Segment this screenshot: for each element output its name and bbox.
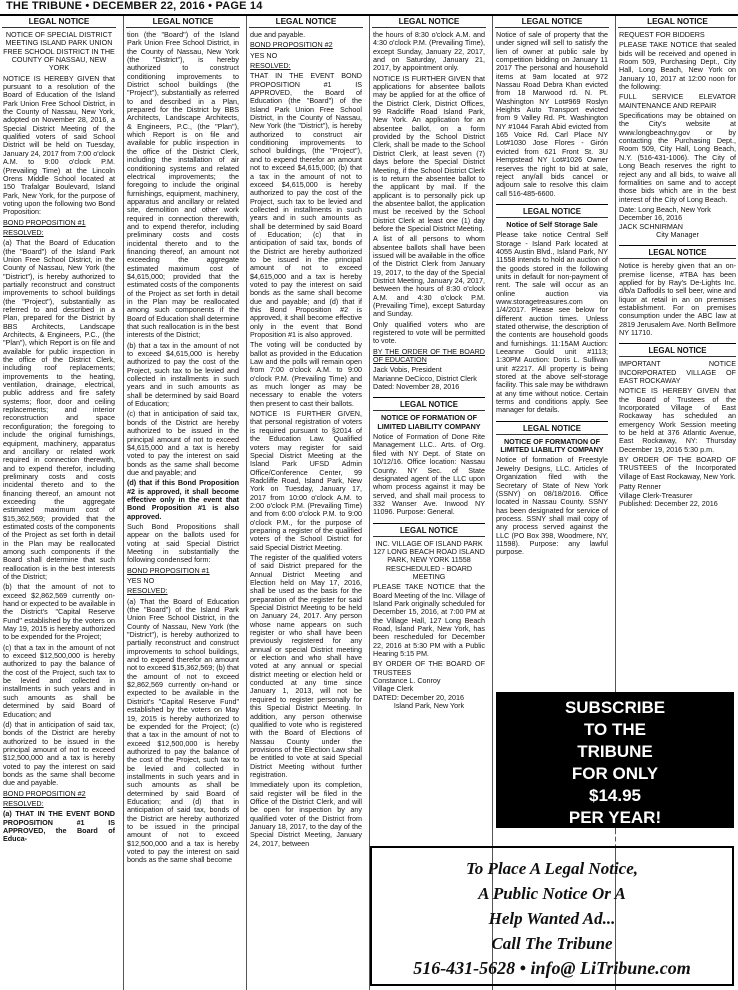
llc-formation-notice — [373, 397, 485, 516]
subscribe-line: TO THE — [583, 720, 647, 739]
notice-paragraph: NOTICE IS HEREBY GIVEN that the Board of Trustees of the Incorporated Village of East Rockaway has scheduled an emergency Work Session meeting to be held at 376 Atlantic Avenue, East Rockaway, NY: Thursday December 19, 2016 5:30 p.m. — [619, 386, 736, 454]
notice-paragraph: Specifications may be obtained on the City's website at www.longbeachny.gov or by contacting the Purchasing Dept., Room 509, City Hall, Long Beach, N.Y. (516-431-1006). The City of Long Beach reserves the right to reject any and all bids, to waive all formalities on same and to accept those bids which are in the best interest of the City of Long Beach. — [619, 111, 736, 204]
notice-paragraph: (b) that a tax in the amount of not to exceed $4,615,000 is hereby authorized to pay the cost of the Project, such tax to be levied and collected in installments in such years and in such amounts as shall be determined by said Board of Education; — [127, 340, 239, 409]
subscribe-phone: CALL 431-5628 — [554, 830, 676, 849]
page-header — [0, 0, 738, 16]
notice-header: LEGAL NOTICE — [619, 248, 736, 259]
notice-title: IMPORTANT NOTICE INCORPORATED VILLAGE OF EAST ROCKAWAY — [619, 359, 736, 386]
self-storage-notice — [496, 204, 608, 415]
notice-title: NOTICE OF SPECIAL DISTRICT MEETING ISLAND PARK UNION FREE SCHOOL DISTRICT IN THE COUNTY OF NASSAU, NEW YORK — [3, 30, 115, 73]
signer-name: Patty Renner — [619, 482, 661, 492]
resolved-label: RESOLVED: — [3, 227, 44, 237]
notice-date: Dated: November 28, 2016 — [373, 382, 460, 392]
resolved-label: RESOLVED: — [127, 586, 168, 596]
proposition-heading: BOND PROPOSITION #2 — [250, 40, 333, 50]
signer-name: JACK SCHNIRMAN — [619, 221, 683, 231]
notice-header: LEGAL NOTICE — [373, 526, 485, 537]
place-ad-line: Call The Tribune — [491, 934, 613, 953]
notice-paragraph: tion (the "Board") of the Island Park Union Free School District, in the County of Nassau, New York (the "District"), is hereby authorized to construct conditioning improvements to District school buildings (the "Project"), substantially as referred to and described in a Plan, prepared for the District by BBS Architects, Landscape Architects, & Engineers, P.C., (the "Plan"), which Report is on file and available for public inspection in the office of the District Clerk, including the installation of air conditioning systems and related electrical improvements; the foregoing to include the original furnishings, equipment, machinery, apparatus and ancillary or related site, demolition and other work required in connection therewith, and to expend therefor, including preliminary costs and costs incidental thereto and to the financing thereof, an amount not exceeding the aggregate estimated maximum cost of $4,615,000; provided that the estimated costs of the components of the Project as set forth in detail in the Plan may be reallocated among such components if the Board of Education shall determine that such reallocation is in the best interests of the District; — [127, 30, 239, 340]
notice-paragraph: Notice of Formation of Done Rite Management LLC.. Arts. of Org. filed with NY Dept. of State on 10/12/16. Office location: Nassau County. NY Sec. of State designated agent of the LLC upon whom process against it may be served, and shall mail process to 332 Wanser Ave. Inwood NY 11096. Purpose: General. — [373, 432, 485, 517]
notice-paragraph: PLEASE TAKE NOTICE that sealed bids will be received and opened in Room 509, Purchasing Dept., City Hall, Long Beach, New York on January 10, 2017 at 12:00 noon for the following: — [619, 40, 736, 92]
notice-paragraph: (c) that a tax in the amount of not to exceed $12,500,000 is hereby authorized to pay the balance of the cost of the Project, such tax to be levied and collected in installments in such years and in such amounts as shall be determined by said Board of Education; and — [3, 642, 115, 719]
notice-paragraph: Such Bond Propositions shall appear on the ballots used for voting at said Special District Meeting in substantially the following condensed form: — [127, 521, 239, 565]
notice-paragraph: Only qualified voters who are registered to vote will be permitted to vote. — [373, 319, 485, 346]
yes-no-line: YES NO — [127, 576, 155, 585]
place-ad-line: Help Wanted Ad... — [488, 909, 616, 928]
subscribe-line: FOR ONLY — [571, 764, 659, 783]
signer-role: Village Clerk-Treasurer — [619, 490, 693, 500]
notice-date: December 16, 2016 — [619, 213, 683, 223]
column-2 — [123, 16, 242, 990]
board-meeting-notice — [373, 523, 485, 711]
column-header: LEGAL NOTICE — [618, 16, 737, 28]
notice-place: Island Park, New York — [393, 701, 465, 711]
notice-paragraph: A list of all persons to whom absentee ballots shall have been issued will be available in the office of the District Clerk from January 19, 2017, to the day of the Special District Meeting, January 24, 2017, between the hours of 8:30 o'clock A.M. and 4:30 o'clock P.M. (Prevailing Time), except Saturday and Sunday. — [373, 234, 485, 319]
proposition-heading: BOND PROPOSITION #1 — [127, 565, 210, 575]
subscribe-price: $14.95 — [589, 786, 641, 805]
notice-paragraph: The voting will be conducted by ballot as provided in the Education Law and the polls will remain open from 7:00 o'clock A.M. to 9:00 o'clock P.M. (Prevailing Time) and as much longer as may be necessary to enable the voters then present to cast their ballots. — [250, 340, 362, 408]
notice-paragraph: PLEASE TAKE NOTICE that the Board Meeting of the Inc. Village of Island Park originally scheduled for December 15, 2016, at 7:00 PM at the Village Hall, 127 Long Beach Road, Island Park, New York, has been rescheduled for December 22, 2016 at 5:30 PM with a Public Hearing 5:15 PM. — [373, 582, 485, 659]
notice-paragraph: the hours of 8:30 o'clock A.M. and 4:30 o'clock P.M. (Prevailing Time), except Sunday, January 22, 2017, and on Saturday, January 21, 2017, by appointment only. — [373, 30, 485, 73]
column-header: LEGAL NOTICE — [126, 16, 240, 28]
notice-header: LEGAL NOTICE — [496, 207, 608, 218]
notice-paragraph: NOTICE IS FURTHER GIVEN that applications for absentee ballots may be applied for at the office of the District Clerk, District Offices, 99 Radcliffe Road Island Park, New York. An application for an absentee ballot, on a form provided by the School District Clerk, shall be made to the School District Clerk, at least seven (7) days before the Special District Meeting, if the School District Clerk is to return the absentee ballot to the applicant by mail. If the applicant is to personally pick up the absentee ballot, the application must be received by the School District Clerk at least one (1) day before the Special District Meeting. — [373, 73, 485, 233]
order-signature: BY ORDER OF THE BOARD OF TRUSTEES of the Incorporated Village of East Rockaway, New York. — [619, 455, 736, 481]
subscribe-line: TRIBUNE — [577, 742, 653, 761]
notice-paragraph: Immediately upon its completion, said register will be filed in the Office of the District Clerk, and will be open for inspection by any qualified voter of the District from January 18, 2017, to the day of the Special District Meeting, January 24, 2017, between — [250, 780, 362, 848]
resolved-label: RESOLVED: — [3, 798, 44, 808]
column-4 — [369, 16, 488, 990]
resolved-label: RESOLVED: — [250, 61, 291, 71]
notice-date: Date: Long Beach, New York — [619, 204, 711, 214]
notice-date: DATED: December 20, 2016 — [373, 692, 464, 702]
notice-paragraph: (c) that in anticipation of said tax, bonds of the District are hereby authorized to be issued in the principal amount of not to exceed $4,615,000 and a tax is hereby voted to pay the interest on said bonds as the same shall become due and payable; and — [127, 409, 239, 477]
notice-title: REQUEST FOR BIDDERS — [619, 30, 705, 39]
liquor-license-notice — [619, 245, 736, 337]
place-ad-line: A Public Notice Or A — [478, 884, 626, 903]
notice-paragraph: Notice is hereby given that an on-premise license, #TBA has been applied for by Ray's De-Lights Inc. d/b/a Daffodils to sell beer, wine and liquor at retail in an on premises establishment. For on premises consumption under the ABC law at 2819 Jerusalem Ave. North Bellmore NY 11710. — [619, 261, 736, 337]
notice-paragraph: NOTICE IS HEREBY GIVEN that pursuant to a resolution of the Board of Education of the Island Park Union Free School District, in the County of Nassau, New York, adopted on November 28, 2016, a Special District Meeting of the qualified voters of said School District will be held on Tuesday, January 24, 2017 from 7:00 o'clock A.M. to 9:00 o'clock P.M. (Prevailing Time) at the Lincoln Orens Middle School located at 150 Trafalgar Boulevard, Island Park, New York, for the purpose of voting upon the following two Bond Proposition: — [3, 73, 115, 217]
notice-header: LEGAL NOTICE — [373, 400, 485, 411]
column-header: LEGAL NOTICE — [249, 16, 363, 28]
place-ad-line: To Place A Legal Notice, — [465, 859, 638, 878]
signer-name: Marianne DeCicco, District Clerk — [373, 373, 477, 383]
subscribe-ad — [496, 692, 734, 849]
notice-paragraph: (d) that in anticipation of said tax, bonds of the District are hereby authorized to be issued in the principal amount of not to exceed $12,500,000 and a tax is hereby voted to pay the interest on said bonds as the same shall become due and payable. — [3, 719, 115, 788]
place-notice-ad — [370, 846, 734, 986]
notice-paragraph: due and payable. — [250, 30, 306, 39]
llc-formation-notice — [496, 421, 608, 557]
notice-title: Notice of Self Storage Sale — [506, 219, 598, 229]
column-3 — [246, 16, 365, 990]
notice-header: LEGAL NOTICE — [496, 424, 608, 435]
notice-paragraph: Please take notice Central Self Storage - Island Park located at 4055 Austin Blvd., Island Park, NY 11558 intends to hold an auction of the goods stored in the following units in default for non-payment of rent. The sale will occur as an online auction via www.storagetreasures.com on 1/4/2017. Please see below for different auction times. Unless stated otherwise, the description of the contents are household goods and furnishings. 11:15AM Auction: Leeanne Gould unit #1113; 1:30PM Auction: Doris L. Sullivan unit #2217. All property is being stored at the above self-storage facility. This sale may be withdrawn at any time without notice. Certain terms and conditions apply. See manager for details. — [496, 230, 608, 415]
column-header: LEGAL NOTICE — [2, 16, 116, 28]
notice-paragraph: (d) that if this Bond Proposition #2 is approved, it shall become effective only in the event that Bond Proposition #1 is also approved. — [127, 478, 239, 521]
place-ad-contact: 516-431-5628 • info@ LiTribune.com — [413, 958, 691, 978]
column-header: LEGAL NOTICE — [372, 16, 486, 28]
notice-paragraph: (a) That the Board of Education (the "Board") of the Island Park Union Free School District, in the County of Nassau, New York (the "District"), is hereby authorized to partially reconstruct and construct improvements to school buildings, and to expend therefor an amount not to exceed $15,362,569; (b) that the amount of not to exceed $2,862,569 currently on-hand or expected to be available in the District's "Capital Reserve Fund" established by the voters on May 19, 2015 is hereby authorized to be expended for the Project; (c) that a tax in the amount of not to exceed $12,500,000 is hereby authorized to pay the balance of the cost of the Project, such tax to be levied and collected in installments in such years and in such amounts as shall be determined by said Board of Education; and (d) that in anticipation of said tax, bonds of the District are hereby authorized to be issued in the principal amount of not to exceed $12,500,000 and a tax is hereby voted to pay the interest on said bonds as the same shall become — [127, 596, 239, 865]
notice-paragraph: The register of the qualified voters of said District prepared for the Annual District Meeting and Election held on May 17, 2016, shall be used as the basis for the preparation of the register for said Special District Meeting to be held on January 24, 2017. Any person whose name appears on such register or who shall have been previously registered for any annual or special District meeting or election and who shall have voted at any annual or special district meeting or election held or conducted at any time since January 1, 2013, will not be required to register personally for this Special District Meeting. In addition, any person otherwise qualified to vote who is registered with the Board of Elections of Nassau County under the provisions of the Election Law shall be entitled to vote at said Special District Meeting without further registration. — [250, 552, 362, 779]
notice-title: INC. VILLAGE OF ISLAND PARK 127 LONG BEACH ROAD ISLAND PARK, NEW YORK 11558 RESCHEDULED - BOARD MEETING — [373, 538, 485, 581]
subscribe-line: SUBSCRIBE — [564, 698, 666, 717]
notice-paragraph: NOTICE IS FURTHER GIVEN, that personal registration of voters is required pursuant to §2014 of the Education Law. Qualified voters may register for said Special District Meeting at the Island Park UFSD Admin Office/Conference Center, 99 Radcliffe Road, Island Park, New York on Tuesday, January 17, 2017 from 10:00 o'clock A.M. to 2:00 o'clock P.M. (Prevailing Time) and from 6:00 o'clock P.M. to 9:00 o'clock P.M., for the purpose of preparing a register of the qualified voters of the School District for said Special District Meeting. — [250, 409, 362, 552]
east-rockaway-notice — [619, 343, 736, 508]
notice-paragraph: THAT IN THE EVENT BOND PROPOSITION #1 IS APPROVED, the Board of Education (the "Board") of the Island Park Union Free School District, in the County of Nassau, New York (the "District"), is hereby authorized to construct air conditioning improvements to school buildings, (the "Project"), and to expend therefor an amount not to exceed $4,615,000; (b) that a tax in the amount of not to exceed $4,615,000 is hereby authorized to pay the cost of the Project, such tax to be levied and collected in installments in such years and in such amounts as shall be determined by said Board of Education; (c) that in anticipation of said tax, bonds of the District are hereby authorized to be issued in the principal amount of not to exceed $4,615,000 and a tax is hereby voted to pay the interest on said bonds as the same shall become due and payable; and (d) that if this Bond Proposition #2 is approved, it shall become effective only in the event that Bond Proposition #1 is also approved. — [250, 71, 362, 340]
proposition-heading: BOND PROPOSITION #1 — [3, 217, 86, 227]
proposition-heading: BOND PROPOSITION #2 — [3, 788, 86, 798]
column-1 — [0, 16, 118, 990]
order-signature: BY THE ORDER OF THE BOARD OF EDUCATION — [373, 346, 485, 365]
order-signature: BY ORDER OF THE BOARD OF TRUSTEES — [373, 659, 485, 677]
notice-paragraph: Notice of sale of property that the under signed will sell to satisfy the lien of owner at public sale by competition bidding on January 11 2017 The personal and household items at 9am located at 972 Nassau Road Debra Khan evicted from 18 Marwood rd. N. Pt. Washington NY Lot#969 Roslyn Heights Auto Transport evicted from 9 Valley Rd. Pt. Washington NY #1044 Farah Abid evicted from 165 Voice Rd. Carl Place NY Lot#1030 Jose Flores - Girón evicted from 621 Front St. 3U Hempstead NY Lot#1026 Owner reserves the right to bid at sale, reject any/all bids cancel or adjourn sale to resolve this claim call 516-485-6600. — [496, 30, 608, 198]
header-title: THE TRIBUNE • DECEMBER 22, 2016 • PAGE 14 — [6, 0, 263, 12]
yes-no-line: YES NO — [250, 50, 278, 60]
signer-name: Jack Vobis, President — [373, 365, 442, 375]
notice-title: NOTICE OF FORMATION OF LIMITED LIABILITY COMPANY — [500, 436, 604, 455]
notice-header: LEGAL NOTICE — [619, 346, 736, 357]
signer-name: Constance L. Conroy — [373, 676, 441, 686]
column-header: LEGAL NOTICE — [495, 16, 609, 28]
signer-role: Village Clerk — [373, 684, 414, 694]
subscribe-line: PER YEAR! — [568, 808, 662, 827]
notice-title: NOTICE OF FORMATION OF LIMITED LIABILITY COMPANY — [377, 413, 481, 431]
signer-role: City Manager — [656, 229, 699, 239]
notice-paragraph: (a) THAT IN THE EVENT BOND PROPOSITION #1 IS APPROVED, the Board of Educa- — [3, 809, 115, 844]
notice-paragraph: (b) that the amount of not to exceed $2,862,569 currently on-hand or expected to be available in the District's "Capital Reserve Fund" established by the voters on May 19, 2015 is hereby authorized to be expended for the Project; — [3, 582, 115, 642]
notice-paragraph: Notice of formation of Freestyle Jewelry Designs, LLC. Articles of Organization filed with the Secretary of State of New York (SSNY) on 08/18/2016. Office located in Nassau County. SSNY has been designated for service of process. SSNY shall mail copy of any process served against the LLC (PO Box 398, Woodmere, NY, 11598). Purpose: any lawful purpose. — [496, 455, 608, 557]
notice-date: Published: December 22, 2016 — [619, 498, 718, 508]
bid-item: FULL SERVICE ELEVATOR MAINTENANCE AND REPAIR — [619, 92, 736, 110]
notice-paragraph: (a) That the Board of Education (the "Board") of the Island Park Union Free School District, in the County of Nassau, New York (the "District"), is hereby authorized to partially reconstruct and construct improvements to school buildings (the "Project"), substantially as referred to and described in a Plan, prepared for the District by BBS Architects, Landscape Architects, & Engineers, P.C., (the "Plan"), which Report is on file and available for public inspection in the office of the District Clerk, including roof replacements; improvements to the heating, ventilation, drainage, electrical, public address and fire safety systems; floor, door and ceiling replacements; and interior reconstruction and space reconfiguration; the foregoing to include the original furnishings, equipment, machinery, apparatus and ancillary or related work required in connection therewith, and to expend therefor, including preliminary costs and costs incidental thereto and to the financing thereof, an amount not exceeding the aggregate estimated maximum cost of $15,362,569; provided that the estimated costs of the components of the Project as set forth in detail in the Plan may be reallocated among such components if the Board shall determine that such reallocation is in the best interests of the District; — [3, 238, 115, 581]
